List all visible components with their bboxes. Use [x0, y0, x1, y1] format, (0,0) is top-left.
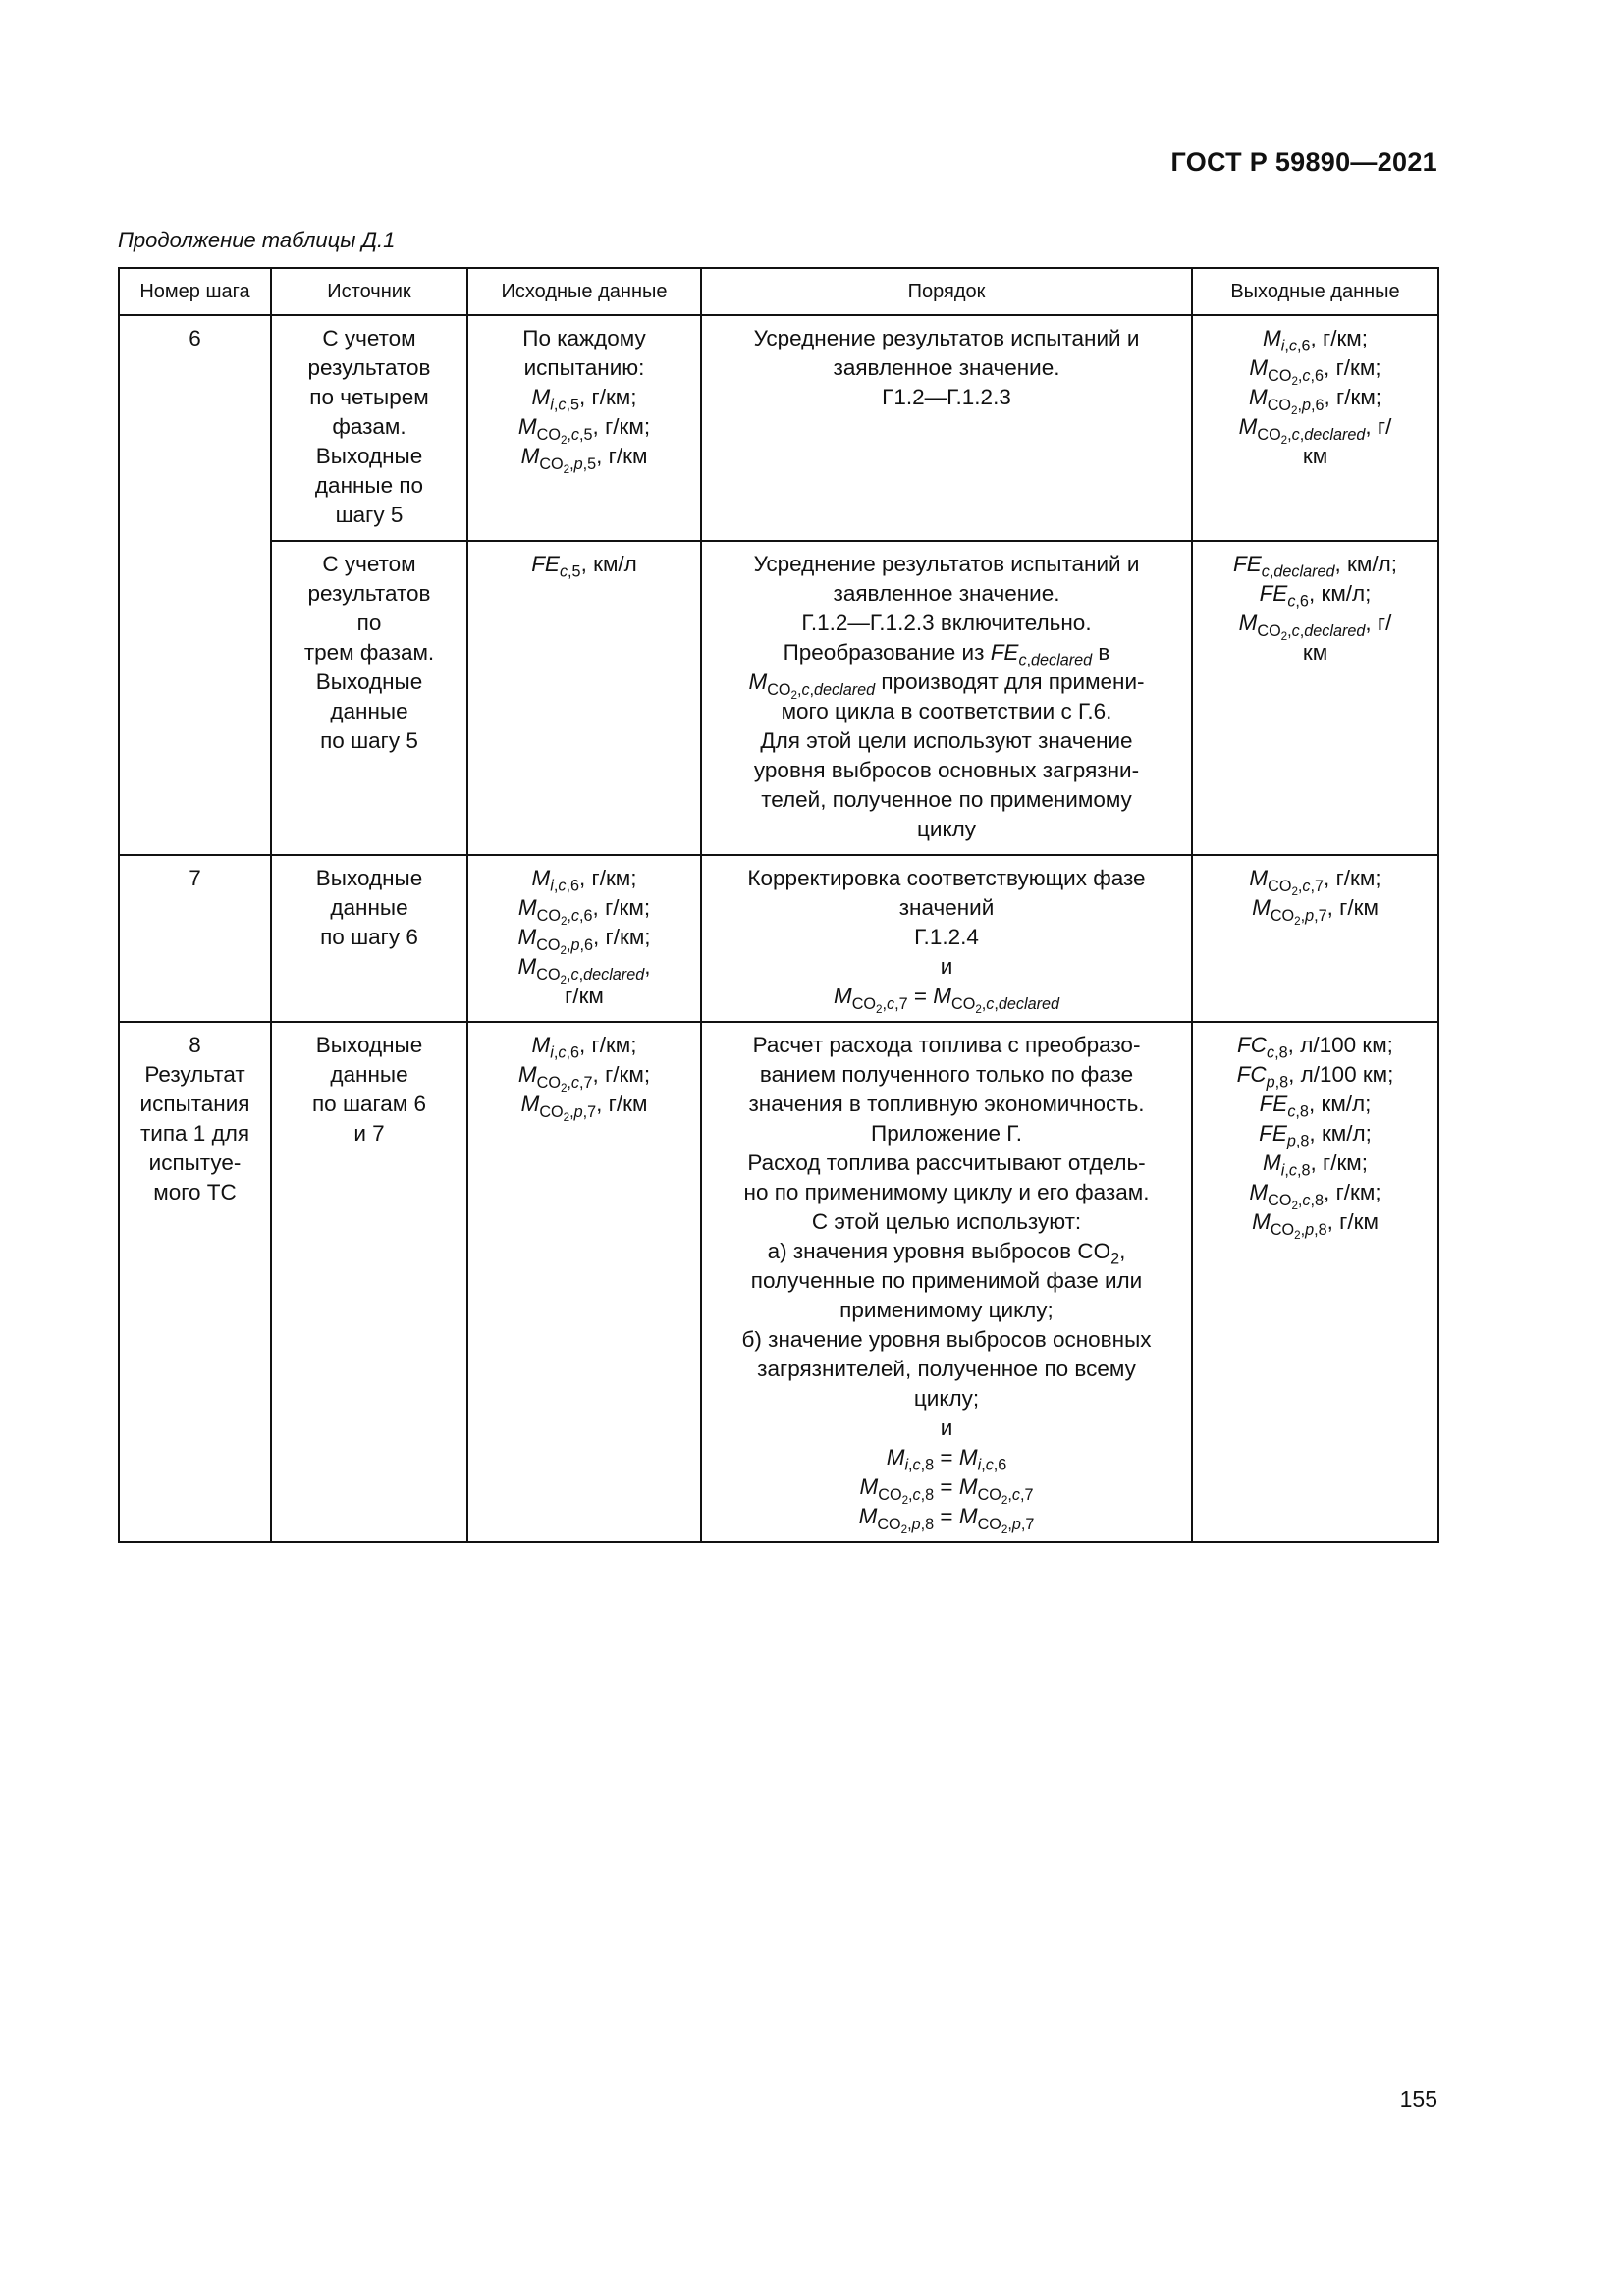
column-header-order: Порядок: [701, 268, 1192, 315]
column-header-step: Номер шага: [119, 268, 271, 315]
step-cell: 8 Результат испытания типа 1 для испытуе- мого ТС: [119, 1022, 271, 1542]
input-cell: $M_{i,c,6}$, г/км; $M_{CO_2,c,7}$, г/км; $M_{CO_2,p,7}$, г/км: [467, 1022, 701, 1542]
column-header-input: Исходные данные: [467, 268, 701, 315]
source-cell: Выходные данные по шагу 6: [271, 855, 467, 1022]
column-header-source: Источник: [271, 268, 467, 315]
table-row: [119, 541, 1438, 855]
order-cell: Расчет расхода топлива с преобразо- ванием полученного только по фазе значения в топливную экономичность. Приложение Г. Расход топлива рассчитывают отдель- но по применимому циклу и его фазам. С этой целью используют: а) значения уровня выбросов $CO_2$, полученные по применимой фазе или применимому циклу; б) значение уровня выбросов основных загрязнителей, полученное по всему циклу; и $M_{i,c,8} = M_{i,c,6}$ $M_{CO_2,c,8} = M_{CO_2,c,7}$ $M_{CO_2,p,8} = M_{CO_2,p,7}$: [701, 1022, 1192, 1542]
document-code: ГОСТ Р 59890—2021: [1170, 147, 1437, 177]
input-cell: $FE_{c,5}$, км/л: [467, 541, 701, 855]
data-table: [118, 267, 1439, 1543]
order-cell: Корректировка соответствующих фазе значений Г.1.2.4 и $M_{CO_2,c,7} = M_{CO_2,c,declared}$: [701, 855, 1192, 1022]
output-cell: $M_{CO_2,c,7}$, г/км; $M_{CO_2,p,7}$, г/км: [1192, 855, 1438, 1022]
table-row: [119, 315, 1438, 541]
output-cell: $M_{i,c,6}$, г/км; $M_{CO_2,c,6}$, г/км; $M_{CO_2,p,6}$, г/км; $M_{CO_2,c,declared}$, г/ км: [1192, 315, 1438, 541]
input-cell: $M_{i,c,6}$, г/км; $M_{CO_2,c,6}$, г/км; $M_{CO_2,p,6}$, г/км; $M_{CO_2,c,declared}$, г/км: [467, 855, 701, 1022]
step-cell: 7: [119, 855, 271, 1022]
order-cell: Усреднение результатов испытаний и заявленное значение. Г1.2—Г.1.2.3: [701, 315, 1192, 541]
output-cell: $FC_{c,8}$, л/100 км; $FC_{p,8}$, л/100 км; $FE_{c,8}$, км/л; $FE_{p,8}$, км/л; $M_{i,c,8}$, г/км; $M_{CO_2,c,8}$, г/км; $M_{CO_2,p,8}$, г/км: [1192, 1022, 1438, 1542]
table-row: [119, 855, 1438, 1022]
table-header-row: [119, 268, 1438, 315]
output-cell: $FE_{c,declared}$, км/л; $FE_{c,6}$, км/л; $M_{CO_2,c,declared}$, г/ км: [1192, 541, 1438, 855]
table-caption: Продолжение таблицы Д.1: [118, 228, 396, 252]
order-cell: Усреднение результатов испытаний и заявленное значение. Г.1.2—Г.1.2.3 включительно. Преобразование из $FE_{c,declared}$ в $M_{CO_2,c,declared}$ производят для примени- мого цикла в соответствии с Г.6. Для этой цели используют значение уровня выбросов основных загрязни- телей, полученное по применимому циклу: [701, 541, 1192, 855]
table-row: [119, 1022, 1438, 1542]
source-cell: Выходные данные по шагам 6 и 7: [271, 1022, 467, 1542]
step-cell: 6: [119, 315, 271, 855]
source-cell: С учетом результатов по четырем фазам. Выходные данные по шагу 5: [271, 315, 467, 541]
page-number: 155: [1399, 2086, 1437, 2111]
source-cell: С учетом результатов по трем фазам. Выходные данные по шагу 5: [271, 541, 467, 855]
input-cell: По каждому испытанию: $M_{i,c,5}$, г/км; $M_{CO_2,c,5}$, г/км; $M_{CO_2,p,5}$, г/км: [467, 315, 701, 541]
column-header-output: Выходные данные: [1192, 268, 1438, 315]
